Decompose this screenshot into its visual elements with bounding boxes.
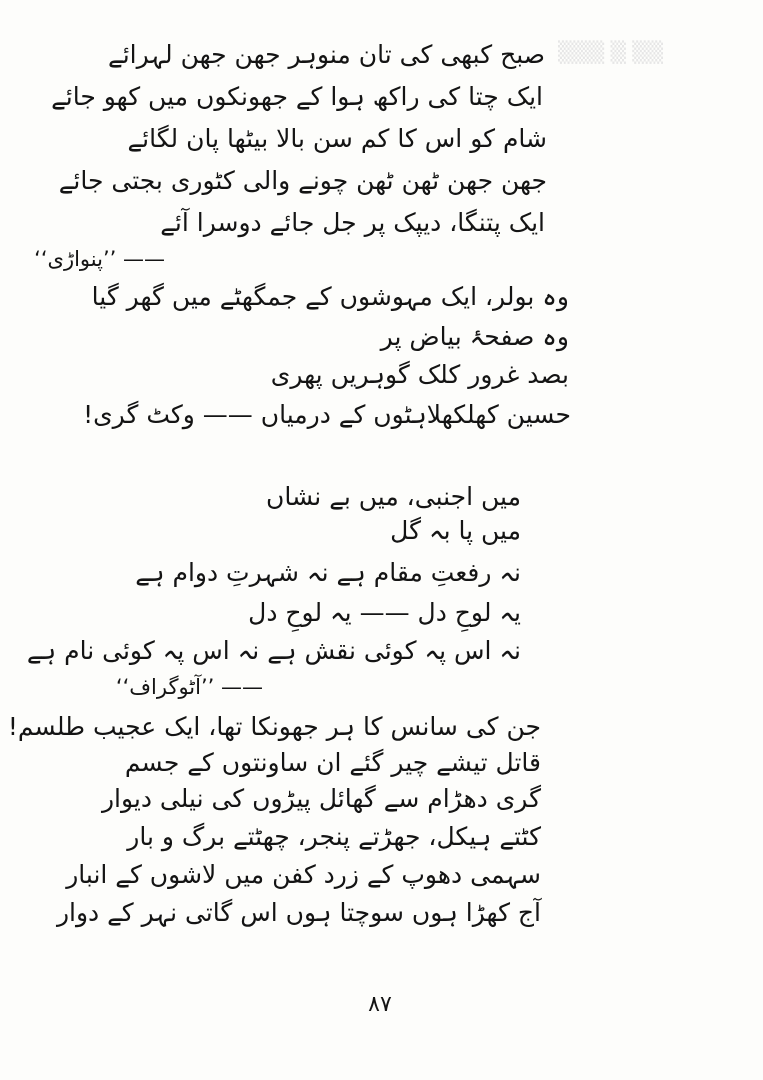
- poem-line: کٹتے ہیکل، جھڑتے پنجر، چھٹتے برگ و بار: [127, 822, 541, 851]
- poem-line: قاتل تیشے چیر گئے ان ساونتوں کے جسم: [124, 748, 541, 777]
- poem-line: وہ بولر، ایک مہوشوں کے جمگھٹے میں گھر گیا: [91, 282, 569, 311]
- page-number: ۸۷: [368, 992, 392, 1017]
- poem-line: حسین کھلکھلاہٹوں کے درمیاں —— وکٹ گری!: [83, 400, 571, 429]
- poem-line: سہمی دھوپ کے زرد کفن میں لاشوں کے انبار: [66, 860, 541, 889]
- poem-line: صبح کبھی کی تان منوہر جھن جھن لہرائے: [108, 40, 545, 69]
- poem-line: ایک چتا کی راکھ ہوا کے جھونکوں میں کھو جائے: [51, 82, 543, 111]
- poem-line: بصد غرور کلک گوہریں پھری: [270, 360, 569, 389]
- poem-line: نہ رفعتِ مقام ہے نہ شہرتِ دوام ہے: [135, 558, 521, 587]
- poem-line: وہ صفحۂ بیاض پر: [380, 322, 569, 351]
- poem-line: میں اجنبی، میں بے نشاں: [266, 482, 521, 511]
- poem-line: میں پا بہ گل: [390, 516, 521, 545]
- bleed-through-marks: ▒▒ ▒ ▒▒▒: [558, 40, 663, 64]
- poem-line: شام کو اس کا کم سن بالا بیٹھا پان لگائے: [127, 124, 547, 153]
- poem-line: گری دھڑام سے گھائل پیڑوں کی نیلی دیوار: [101, 784, 541, 813]
- poem-title: —— ’’پنواڑی‘‘: [34, 247, 165, 271]
- poem-line: جھن جھن ٹھن ٹھن چونے والی کٹوری بجتی جائے: [58, 166, 547, 195]
- poem-line: نہ اس پہ کوئی نقش ہے نہ اس پہ کوئی نام ہے: [26, 636, 521, 665]
- poem-title: —— ’’آٹوگراف‘‘: [115, 675, 263, 699]
- poem-line: یہ لوحِ دل —— یہ لوحِ دل: [248, 598, 521, 627]
- poem-line: جن کی سانس کا ہر جھونکا تھا، ایک عجیب طلسم!: [7, 712, 541, 741]
- poem-line: آج کھڑا ہوں سوچتا ہوں اس گاتی نہر کے دوار: [56, 898, 541, 927]
- poem-line: ایک پتنگا، دیپک پر جل جائے دوسرا آئے: [160, 208, 545, 237]
